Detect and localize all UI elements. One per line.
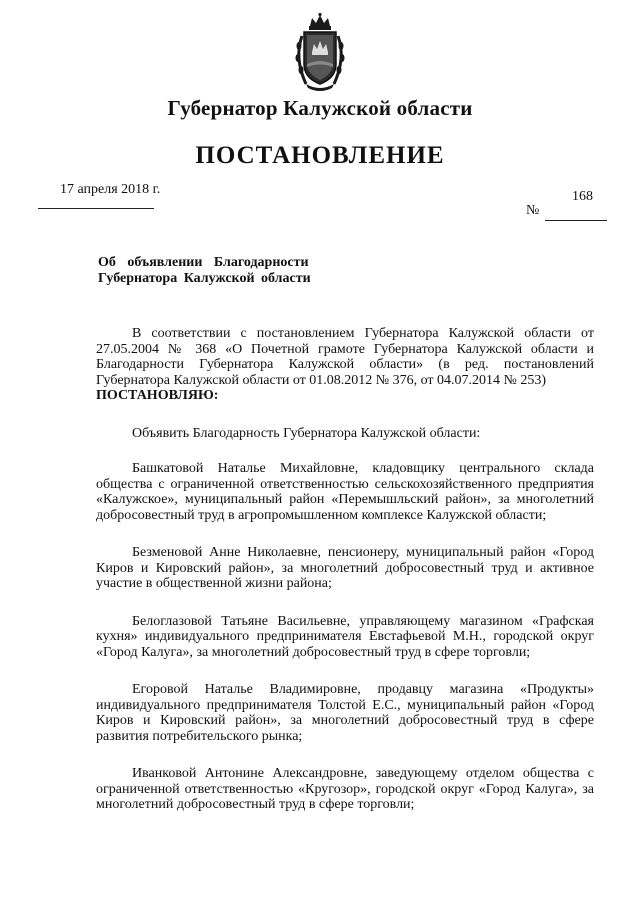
date-underline — [38, 208, 154, 209]
award-item: Егоровой Наталье Владимировне, продавцу магазина «Продукты» индивидуального предпринимателя Толстой Е.С., муниципальный район «Город Киров и Кировский район», за многолетний добросовестный труд в сфере развития потребительского рынка; — [96, 682, 594, 744]
announce-paragraph: Объявить Благодарность Губернатора Калужской области: — [132, 425, 481, 441]
coat-of-arms-emblem — [292, 12, 348, 92]
award-item: Башкатовой Наталье Михайловне, кладовщику центрального склада общества с ограниченной ответственностью сельскохозяйственного предприятия «Калужское», муниципальный район «Перемышльский район», за многолетний добросовестный труд в агропромышленном комплексе Калужской области; — [96, 461, 594, 523]
subject-line-1: Об объявлении Благодарности — [98, 255, 309, 270]
award-item: Безменовой Анне Николаевне, пенсионеру, муниципальный район «Город Киров и Кировский район», за многолетний добросовестный труд и активное участие в общественной жизни района; — [96, 545, 594, 591]
document-date: 17 апреля 2018 г. — [60, 182, 161, 197]
preamble-paragraph: В соответствии с постановлением Губернатора Калужской области от 27.05.2004 № 368 «О Почетной грамоте Губернатора Калужской области и Благодарности Губернатора Калужской области» (в ред. постановлений Губернатора Калужской области от 01.08.2012 № 376, от 04.07.2014 № 253) — [96, 326, 594, 388]
number-sign: № — [526, 203, 540, 218]
order-word: ПОСТАНОВЛЯЮ: — [96, 388, 219, 403]
document-number: 168 — [572, 189, 593, 204]
organization-title: Губернатор Калужской области — [167, 96, 473, 120]
document-type-heading: ПОСТАНОВЛЕНИЕ — [195, 142, 445, 169]
award-item: Белоглазовой Татьяне Васильевне, управляющему магазином «Графская кухня» индивидуального предпринимателя Евстафьевой М.Н., городской округ «Город Калуга», за многолетний добросовестный труд в сфере торговли; — [96, 613, 594, 660]
subject-line-2: Губернатора Калужской области — [98, 271, 311, 286]
document-subject — [98, 255, 311, 287]
award-item: Иванковой Антонине Александровне, заведующему отделом общества с ограниченной ответственностью «Кругозор», городской округ «Город Калуга», за многолетний добросовестный труд в сфере торговли; — [96, 766, 594, 812]
number-underline — [545, 220, 607, 221]
document-body — [96, 326, 594, 835]
